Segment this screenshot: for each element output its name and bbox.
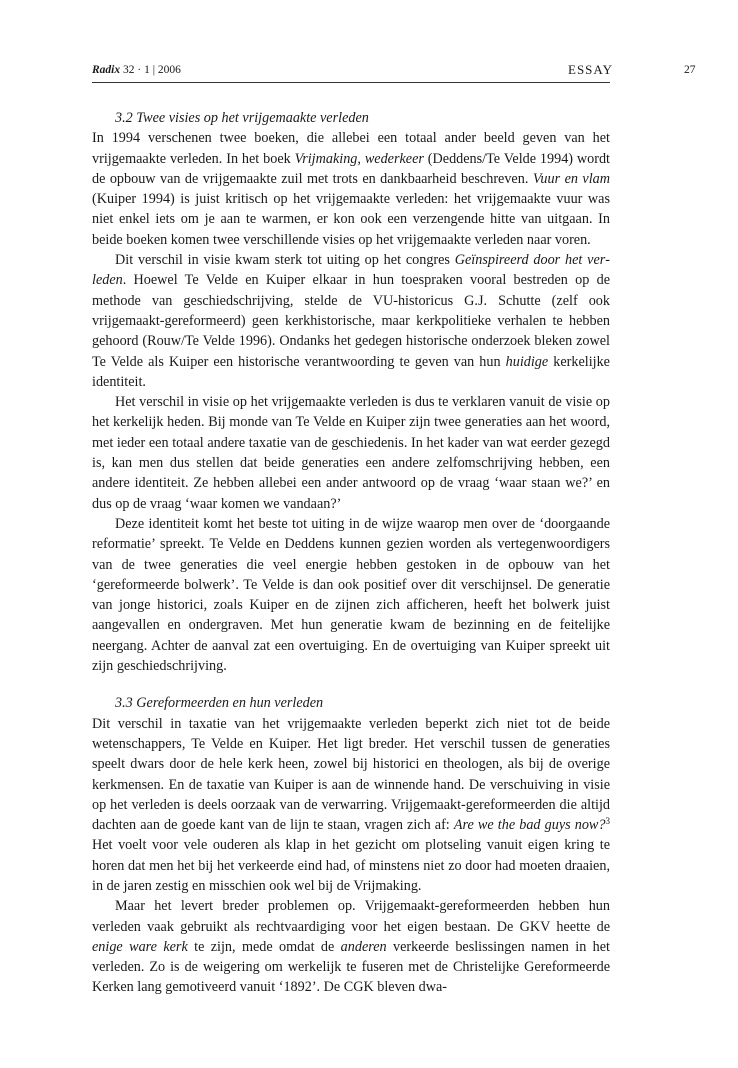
paragraph: Het verschil in visie op het vrijgemaakte verleden is dus te verklaren vanuit de visie op het kerkelijk heden. Bij monde van Te Velde en Kuiper zijn twee generaties aan het woord, met ieder een totaal andere taxatie van de geschiedenis. In het kader van wat eerder gezegd is, kan men dus stellen dat beide generaties een andere zelfomschrijving hebben, een andere identiteit. Ze hebben allebei een ander antwoord op de vraag ‘waar staan we?’ en dus op de vraag ‘waar komen we vandaan?’	[92, 394, 610, 512]
page-number: 27	[684, 64, 696, 76]
book-title: Vuur en vlam	[532, 170, 610, 187]
paragraph: In 1994 verschenen twee boeken, die allebei een totaal ander beeld geven van het vrijgemaakte verleden. In het boek Vrijmaking, wederkeer (Deddens/Te Velde 1994) wordt de opbouw van de vrijgemaakte zuil met trots en dankbaarheid beschreven. Vuur en vlam (Kuiper 1994) is juist kritisch op het vrijgemaakte verleden: het vrijgemaakte vuur was niet enkel iets om je aan te warmen, er kon ook een verzengende hitte van uitgaan. In beide boeken komen twee verschillende visies op het vrijgemaakte verleden naar voren.	[92, 130, 610, 248]
paragraph: Deze identiteit komt het beste tot uiting in de wijze waarop men over de ‘doorgaande reformatie’ spreekt. Te Velde en Deddens kunnen gezien worden als vertegenwoordigers van de twee generaties die veel energie hebben gestoken in de opbouw van het ‘gereformeerde bolwerk’. Te Velde is dan ook positief over dit verschijnsel. De generatie van jonge historici, zoals Kuiper en de zijnen zich afficheren, heeft het bolwerk juist aangevallen en ondergraven. Met hun generatie kwam de bezinning en de feitelijke neergang. Achter de aanval zat een overtuiging. En de overtuiging van Kuiper spreekt uit zijn geschiedschrijving.	[92, 515, 610, 675]
header-rule	[92, 82, 610, 83]
running-header	[92, 62, 696, 80]
article-body	[92, 108, 610, 998]
volume-issue: 32 · 1 | 2006	[123, 64, 181, 76]
emphasis: huidige	[505, 353, 549, 370]
section-label: ESSAY	[568, 62, 613, 77]
section-heading-3-3: 3.3 Gereformeerden en hun verleden	[115, 695, 324, 712]
emphasis: anderen	[340, 938, 387, 955]
section-spacer	[92, 676, 610, 693]
book-title: Vrijmaking, wederkeer	[294, 150, 424, 167]
quoted-question: Are we the bad guys now?	[453, 817, 606, 834]
footnote-marker[interactable]: 3	[605, 816, 610, 827]
paragraph: Dit verschil in taxatie van het vrijgemaakte verleden beperkt zich niet tot de beide wetenschappers, Te Velde en Kuiper. Het ligt breder. Het verschil tussen de generaties speelt dwars door de hele kerk heen, zowel bij historici en theologen, als bij de overige kerkmensen. En de taxatie van Kuiper is aan de winnende hand. De verschuiving in visie op het verleden is deels oorzaak van de verwarring. Vrijgemaakt-gereformeerden die altijd dachten aan de goede kant van de lijn te staan, vragen zich af: Are we the bad guys now?$^3$ Het voelt voor vele ouderen als klap in het gezicht om plotseling vanuit eigen kring te horen dat men het bij het verkeerde eind had, of minstens niet zo door had moeten draaien, in de jaren zestig en misschien ook wel bij de Vrijmaking.	[92, 715, 610, 894]
emphasis: enige ware kerk	[92, 938, 188, 955]
congress-title: Geïnspireerd door het verleden	[92, 252, 610, 289]
section-heading-3-2: 3.2 Twee visies op het vrijgemaakte verleden	[115, 110, 369, 126]
journal-info	[92, 64, 181, 76]
paragraph: Dit verschil in visie kwam sterk tot uiting op het congres Geïnspireerd door het verleden. Hoewel Te Velde en Kuiper elkaar in hun toespraken vooral bestreden op de methode van geschiedschrijving, stelde de VU-historicus G.J. Schutte (zelf ook vrijgemaakt-gereformeerd) geen kerkhistorische, maar kerkpolitieke verhalen te hebben gehoord (Rouw/Te Velde 1996). Ondanks het gedegen historische onderzoek bleken zowel Te Velde als Kuiper een historische verantwoording te geven van hun huidige kerkelijke identiteit.	[92, 252, 610, 390]
journal-name: Radix	[92, 64, 121, 76]
paragraph: Maar het levert breder problemen op. Vrijgemaakt-gereformeerden hebben hun verleden vaak gebruikt als rechtvaardiging voor het eigen bestaan. De GKV heette de enige ware kerk te zijn, mede omdat de anderen verkeerde beslissingen namen in het verleden. Zo is de weigering om werkelijk te fuseren met de Christelijke Gereformeerde Kerken lang gemotiveerd vanuit ‘1892’. De CGK bleven dwa-	[92, 898, 611, 996]
